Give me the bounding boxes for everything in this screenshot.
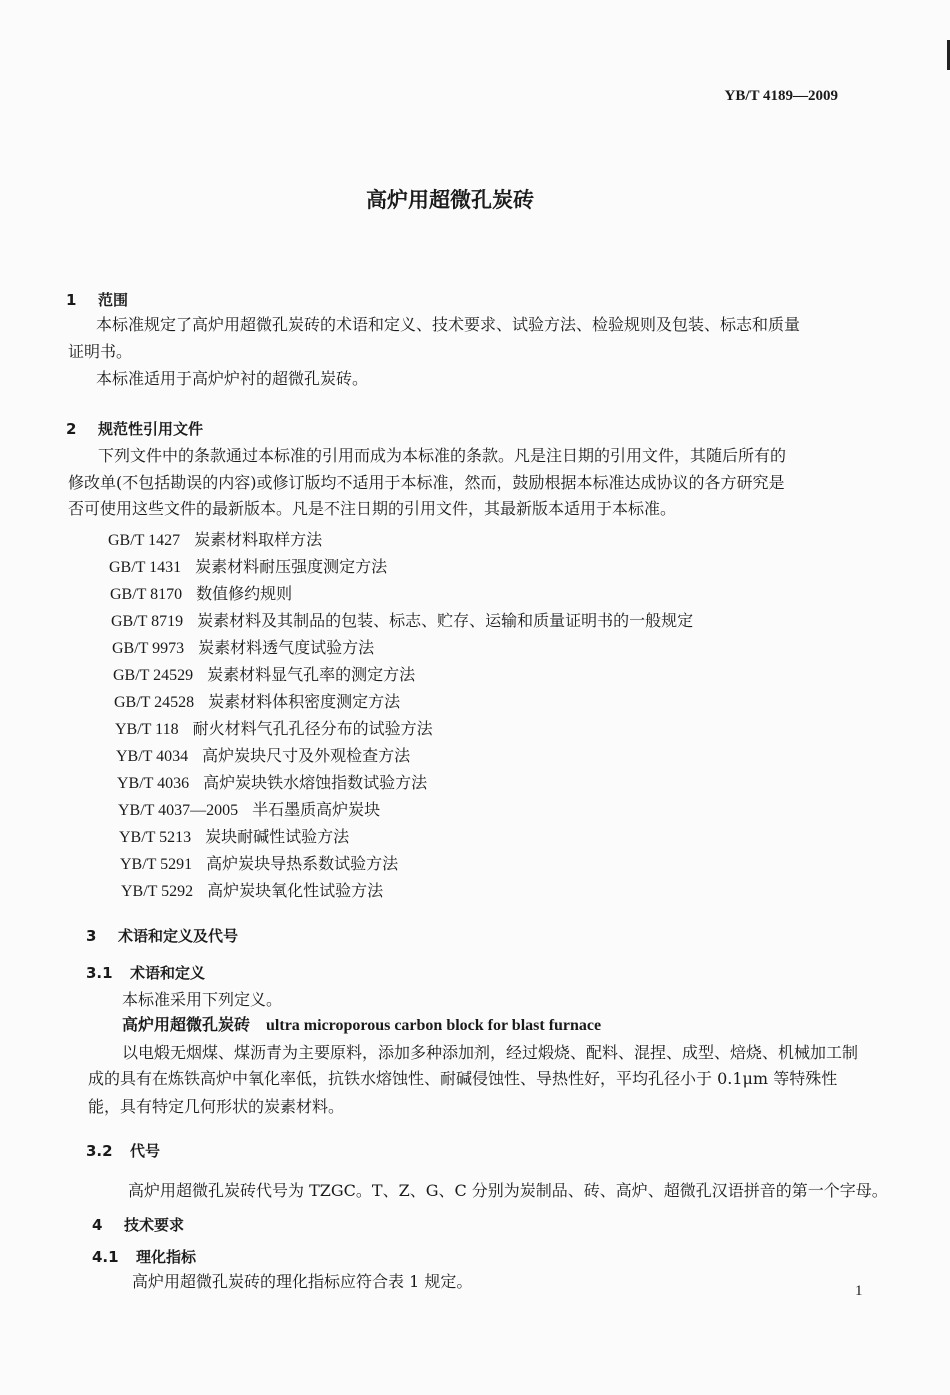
paragraph: 本标准适用于高炉炉衬的超微孔炭砖。 (96, 369, 369, 388)
reference-item (119, 827, 349, 848)
section-number: 4.1 (92, 1248, 119, 1266)
section-number: 4 (92, 1216, 103, 1234)
term-zh: 高炉用超微孔炭砖 (122, 1015, 251, 1034)
paragraph: 高炉用超微孔炭砖的理化指标应符合表 1 规定。 (132, 1272, 473, 1291)
reference-code: YB/T 118 (115, 721, 179, 738)
reference-item (120, 854, 398, 875)
reference-item (115, 719, 433, 740)
paragraph: 修改单(不包括勘误的内容)或修订版均不适用于本标准，然而，鼓励根据本标准达成协议的各方研究是 (68, 473, 785, 492)
section-1-heading (66, 290, 128, 310)
term-entry (122, 1015, 601, 1036)
reference-item (109, 557, 387, 578)
reference-code: GB/T 24528 (114, 694, 195, 711)
reference-item (114, 692, 400, 713)
section-title: 技术要求 (124, 1216, 185, 1234)
reference-title: 数值修约规则 (196, 584, 293, 603)
reference-code: YB/T 4034 (116, 748, 189, 765)
reference-code: YB/T 4037—2005 (118, 802, 239, 819)
reference-item (112, 638, 374, 659)
section-number: 3.2 (86, 1142, 113, 1160)
reference-title: 高炉炭块氧化性试验方法 (207, 881, 384, 900)
paragraph: 成的具有在炼铁高炉中氧化率低，抗铁水熔蚀性、耐碱侵蚀性、导热性好，平均孔径小于 0.1μm 等特殊性 (88, 1069, 838, 1088)
paragraph: 否可使用这些文件的最新版本。凡是不注日期的引用文件，其最新版本适用于本标准。 (68, 499, 677, 518)
reference-title: 耐火材料气孔孔径分布的试验方法 (192, 719, 433, 738)
paragraph: 以电煅无烟煤、煤沥青为主要原料，添加多种添加剂，经过煅烧、配料、混捏、成型、焙烧、机械加工制 (122, 1043, 859, 1062)
reference-item (111, 611, 693, 632)
reference-item (110, 584, 292, 605)
paragraph: 高炉用超微孔炭砖代号为 TZGC。T、Z、G、C 分别为炭制品、砖、高炉、超微孔汉语拼音的第一个字母。 (128, 1181, 888, 1200)
section-title: 规范性引用文件 (98, 420, 204, 438)
reference-title: 炭素材料取样方法 (194, 530, 323, 549)
page-number: 1 (855, 1283, 863, 1299)
reference-code: YB/T 5292 (121, 883, 194, 900)
paragraph: 本标准规定了高炉用超微孔炭砖的术语和定义、技术要求、试验方法、检验规则及包装、标志和质量 (96, 315, 801, 334)
section-3-2-heading (86, 1141, 160, 1161)
paragraph: 能，具有特定几何形状的炭素材料。 (88, 1097, 345, 1116)
reference-title: 炭素材料及其制品的包装、标志、贮存、运输和质量证明书的一般规定 (197, 611, 694, 630)
section-number: 2 (66, 420, 77, 438)
reference-code: YB/T 5291 (120, 856, 193, 873)
reference-item (121, 881, 383, 902)
reference-title: 高炉炭块导热系数试验方法 (206, 854, 399, 873)
reference-title: 炭素材料体积密度测定方法 (208, 692, 401, 711)
reference-title: 半石墨质高炉炭块 (252, 800, 381, 819)
reference-code: YB/T 5213 (119, 829, 192, 846)
section-number: 3 (86, 927, 97, 945)
reference-code: GB/T 9973 (112, 640, 185, 657)
section-4-heading (92, 1215, 184, 1235)
reference-code: YB/T 4036 (117, 775, 190, 792)
section-title: 术语和定义及代号 (118, 927, 239, 945)
reference-title: 炭素材料耐压强度测定方法 (195, 557, 388, 576)
paragraph: 下列文件中的条款通过本标准的引用而成为本标准的条款。凡是注日期的引用文件，其随后所有的 (98, 446, 787, 465)
reference-item (116, 746, 410, 767)
reference-title: 炭素材料显气孔率的测定方法 (207, 665, 416, 684)
section-3-heading (86, 926, 238, 946)
paragraph: 证明书。 (68, 342, 133, 361)
reference-item (118, 800, 380, 821)
reference-code: GB/T 1427 (108, 532, 181, 549)
reference-code: GB/T 1431 (109, 559, 182, 576)
reference-code: GB/T 8719 (111, 613, 184, 630)
section-4-1-heading (92, 1247, 196, 1267)
section-title: 术语和定义 (130, 964, 206, 982)
reference-item (113, 665, 415, 686)
reference-code: GB/T 24529 (113, 667, 194, 684)
document-title: 高炉用超微孔炭砖 (366, 188, 534, 212)
reference-code: GB/T 8170 (110, 586, 183, 603)
section-2-heading (66, 419, 203, 439)
reference-title: 高炉炭块尺寸及外观检查方法 (202, 746, 411, 765)
section-number: 3.1 (86, 964, 113, 982)
section-3-1-heading (86, 963, 205, 983)
term-en: ultra microporous carbon block for blast furnace (266, 1017, 602, 1034)
standard-number: YB/T 4189—2009 (724, 88, 838, 104)
section-title: 范围 (98, 291, 129, 309)
reference-title: 炭块耐碱性试验方法 (205, 827, 350, 846)
reference-item (108, 530, 322, 551)
reference-item (117, 773, 427, 794)
reference-title: 高炉炭块铁水熔蚀指数试验方法 (203, 773, 428, 792)
section-title: 代号 (130, 1142, 161, 1160)
section-number: 1 (66, 291, 77, 309)
section-title: 理化指标 (136, 1248, 197, 1266)
reference-title: 炭素材料透气度试验方法 (198, 638, 375, 657)
paragraph: 本标准采用下列定义。 (122, 990, 283, 1009)
